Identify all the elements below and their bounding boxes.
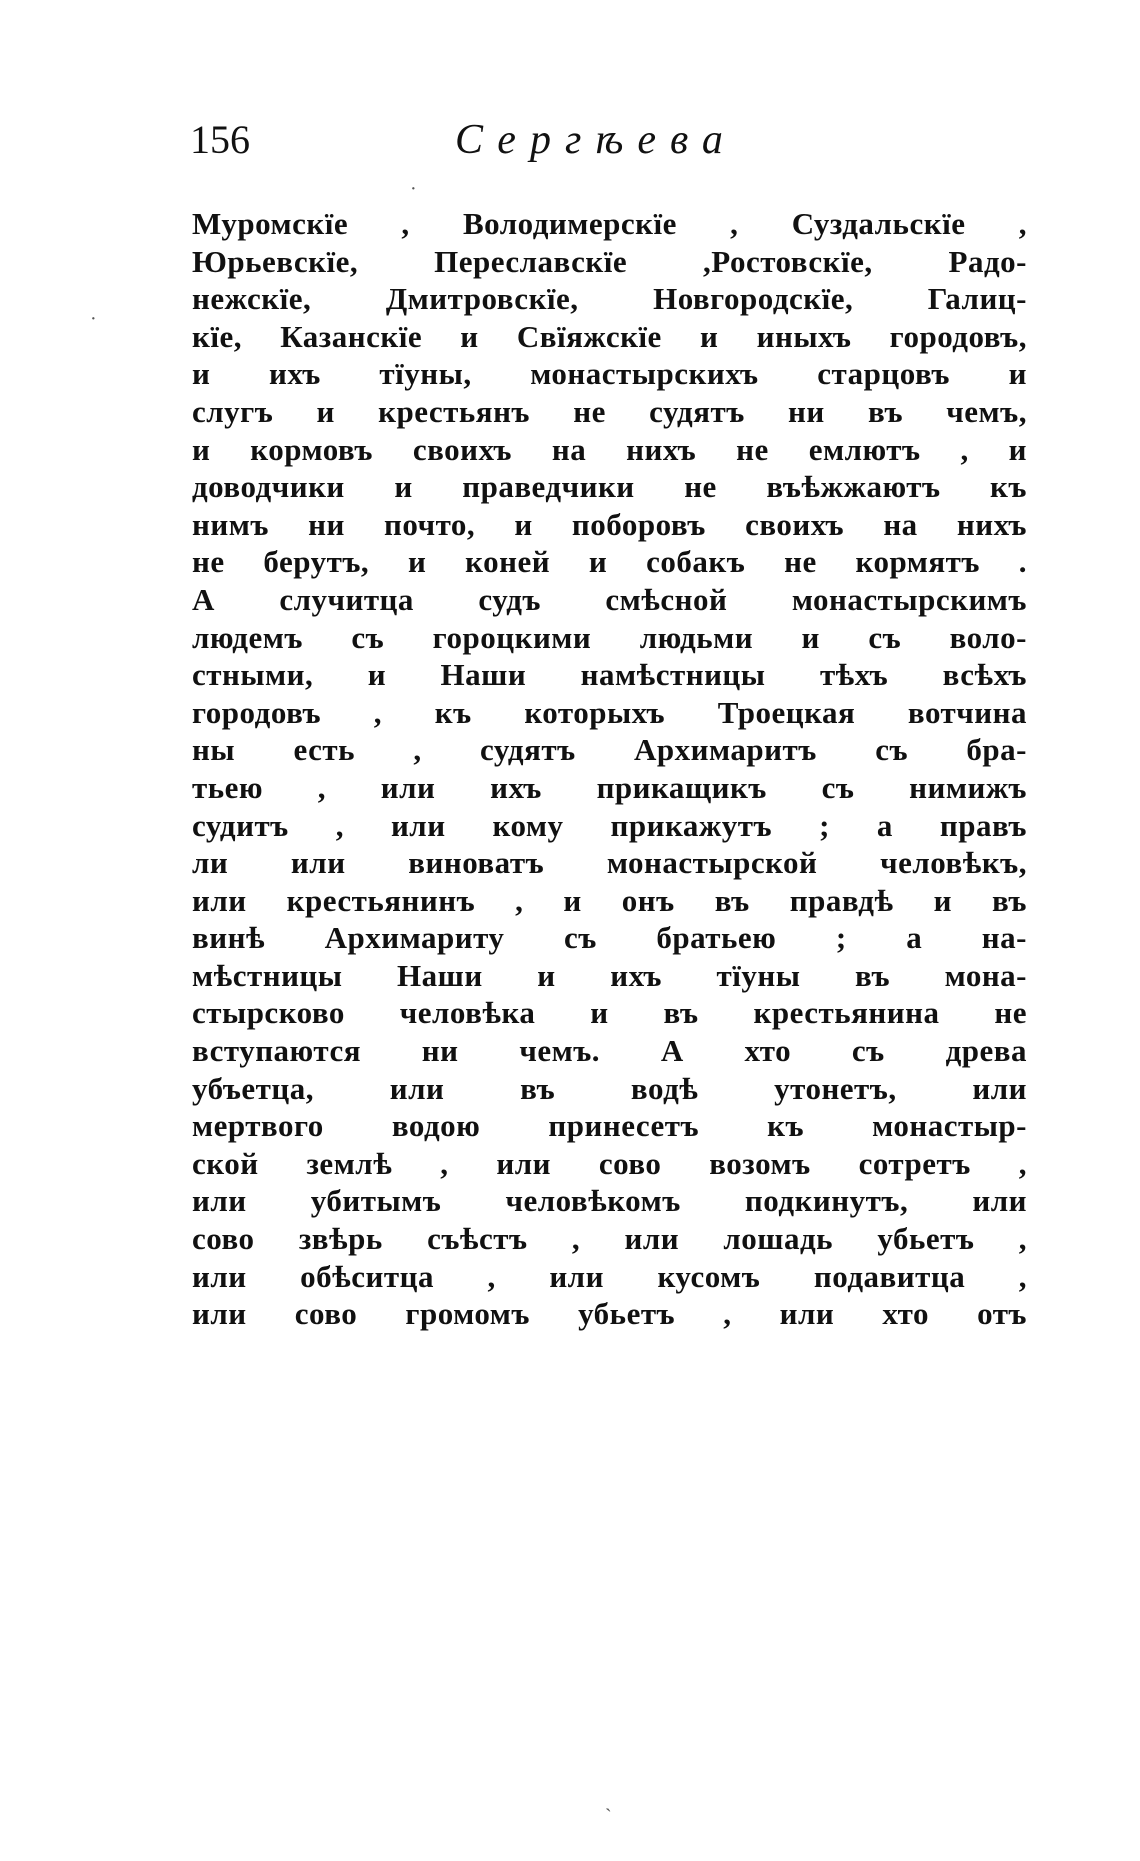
text-line: А случитца судъ смѣсной монастырскимъ xyxy=(192,581,1027,617)
text-line: мѣстницы Наши и ихъ тїуны въ мона- xyxy=(192,957,1027,993)
text-line: Юрьевскїе, Переславскїе ,Ростовскїе, Радо- xyxy=(192,243,1027,279)
text-line: слугъ и крестьянъ не судятъ ни въ чемъ, xyxy=(192,393,1027,429)
text-line: стными, и Наши намѣстницы тѣхъ всѣхъ xyxy=(192,657,1027,693)
page-number: 156 xyxy=(190,117,250,162)
print-speck: · xyxy=(90,308,97,330)
text-line: стырсково человѣка и въ крестьянина не xyxy=(192,995,1027,1031)
text-line: ны есть , судятъ Архимаритъ съ бра- xyxy=(192,732,1027,768)
text-line: городовъ , къ которыхъ Троецкая вотчина xyxy=(192,694,1027,730)
text-line: мертвого водою принесетъ къ монастыр- xyxy=(192,1108,1027,1144)
text-line: или обѣситца , или кусомъ подавитца , xyxy=(192,1258,1027,1294)
text-line: людемъ съ гороцкими людьми и съ воло- xyxy=(192,619,1027,655)
text-line: убъетца, или въ водѣ утонетъ, или xyxy=(192,1070,1027,1106)
text-line: судитъ , или кому прикажутъ ; а правъ xyxy=(192,807,1027,843)
text-line: вступаются ни чемъ. А хто съ древа xyxy=(192,1033,1027,1069)
text-line: или убитымъ человѣкомъ подкинутъ, или xyxy=(192,1183,1027,1219)
text-line: тьею , или ихъ прикащикъ съ нимижъ xyxy=(192,769,1027,805)
text-line: Муромскїе , Володимерскїе , Суздальскїе , xyxy=(192,206,1027,241)
text-line: или сово громомъ убьетъ , или хто отъ xyxy=(192,1296,1027,1332)
text-line: доводчики и праведчики не въѣжжаютъ къ xyxy=(192,469,1027,505)
text-line: кїе, Казанскїе и Свїяжскїе и иныхъ городовъ, xyxy=(192,318,1027,354)
text-line: нимъ ни почто, и поборовъ своихъ на нихъ xyxy=(192,506,1027,542)
text-line: и кормовъ своихъ на нихъ не емлютъ , и xyxy=(192,431,1027,467)
running-head: Сергѣева xyxy=(455,117,737,163)
text-line: ли или виноватъ монастырской человѣкъ, xyxy=(192,845,1027,881)
text-line: винѣ Архимариту съ братьею ; а на- xyxy=(192,920,1027,956)
text-line: сово звѣрь съѣстъ , или лошадь убьетъ , xyxy=(192,1221,1027,1257)
text-line: нежскїе, Дмитровскїе, Новгородскїе, Галиц- xyxy=(192,281,1027,317)
print-speck: · xyxy=(410,178,417,200)
text-line: и ихъ тїуны, монастырскихъ старцовъ и xyxy=(192,356,1027,392)
text-line: не берутъ, и коней и собакъ не кормятъ . xyxy=(192,544,1027,580)
text-line: или крестьянинъ , и онъ въ правдѣ и въ xyxy=(192,882,1027,918)
text-line: ской землѣ , или сово возомъ сотретъ , xyxy=(192,1145,1027,1181)
print-speck: ˏ xyxy=(605,1790,612,1812)
body-text xyxy=(192,205,1027,1333)
page-header xyxy=(190,110,1030,180)
